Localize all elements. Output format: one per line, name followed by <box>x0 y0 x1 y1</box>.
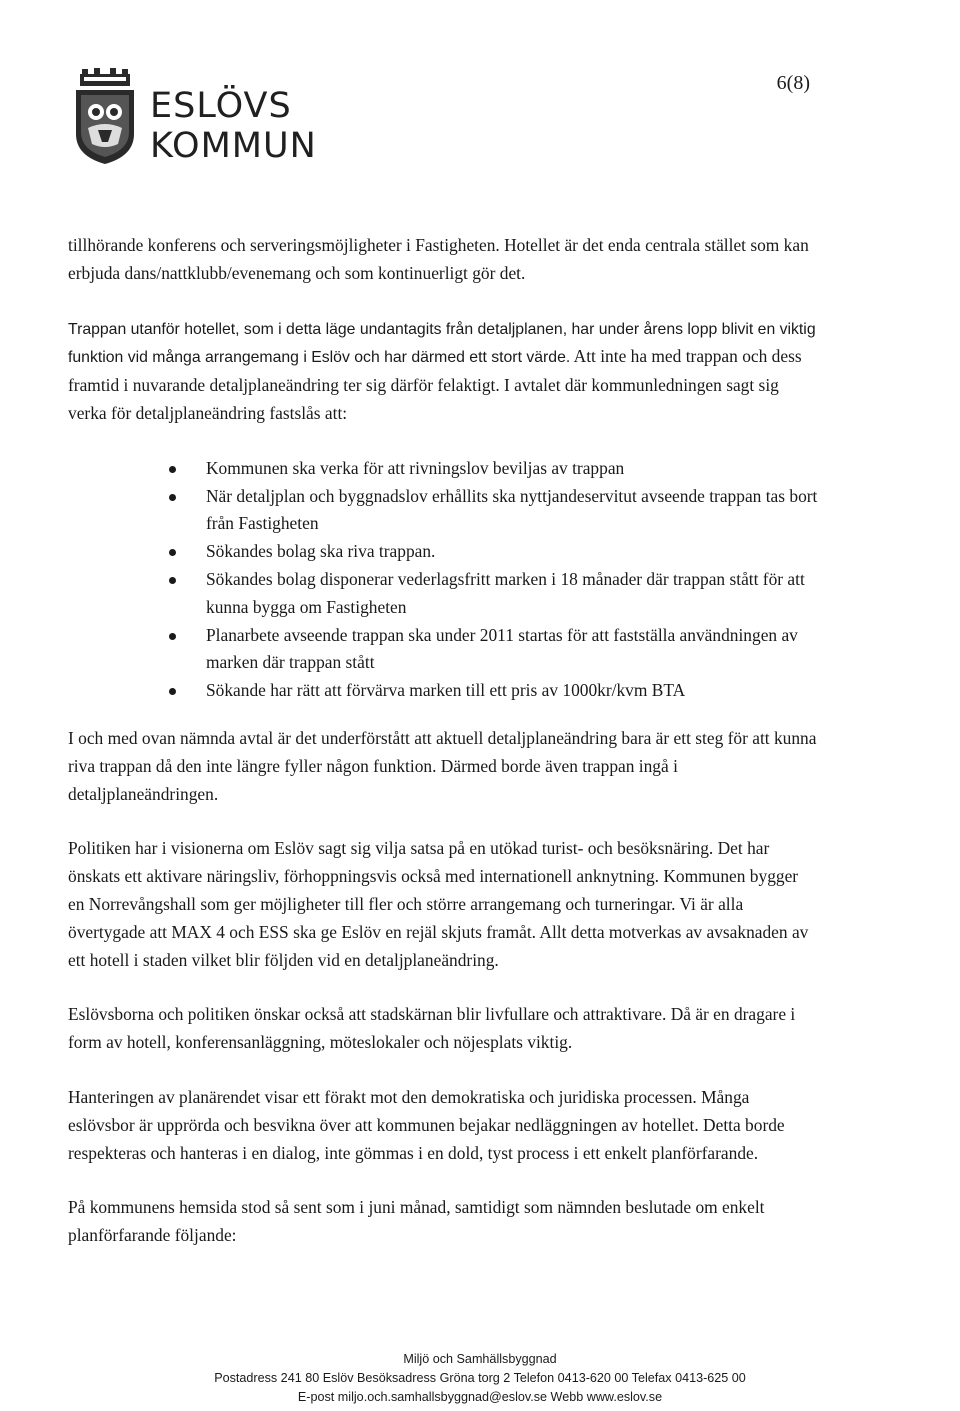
paragraph-3: I och med ovan nämnda avtal är det underförstått att aktuell detaljplaneändring bara är ett steg för att kunna riva trappan då den inte längre fyller någon funktion. Därmed borde även trappan ingå i detaljplaneändringen. <box>68 727 817 804</box>
agreement-bullet-list <box>68 455 818 705</box>
footer-contact: E-post miljo.och.samhallsbyggnad@eslov.se Webb www.eslov.se <box>297 1390 663 1404</box>
logo-line-1: ESLÖVS <box>150 86 292 126</box>
bullet-item: Sökande har rätt att förvärva marken till ett pris av 1000kr/kvm BTA <box>68 677 818 705</box>
paragraph-5: Eslövsborna och politiken önskar också att stadskärnan blir livfullare och attraktivare. Då är en dragare i form av hotell, konferensanläggning, möteslokaler och nöjesplats viktig. <box>68 1004 796 1053</box>
paragraph-2-part-1: Trappan utanför hotellet, som i detta läge undantagits från detaljplanen, har under årens lopp blivit en viktig funktion vid många arrangemang i Eslöv och har därmed ett stort värde. <box>68 320 816 367</box>
municipality-logo-text <box>150 86 317 166</box>
letter-body <box>68 232 818 1277</box>
paragraph-4: Politiken har i visionerna om Eslöv sagt sig vilja satsa på en utökad turist- och besöksnäring. Det har önskats ett aktivare näringsliv, förhoppningsvis också med internationell anknytning. Kommunen bygger en Norrevångshall som ger möjligheter till fler och större arrangemang och turneringar. Vi är alla övertygade att MAX 4 och ESS ska ge Eslöv en rejäl skjuts framåt. Allt detta motverkas av avsaknaden av ett hotell i staden vilket blir följden vid en detaljplaneändring. <box>68 838 809 970</box>
paragraph-7: På kommunens hemsida stod så sent som i juni månad, samtidigt som nämnden beslutade om enkelt planförfarande följande: <box>68 1197 765 1246</box>
footer-address: Postadress 241 80 Eslöv Besöksadress Gröna torg 2 Telefon 0413-620 00 Telefax 0413-625 00 <box>214 1371 746 1385</box>
paragraph-6: Hanteringen av planärendet visar ett förakt mot den demokratiska och juridiska processen. Många eslövsbor är upprörda och besvikna över att kommunen bejakar nedläggningen av hotellet. Detta borde respekteras och hanteras i en dialog, inte gömmas i en dold, tyst process i ett enkelt planförfarande. <box>68 1086 785 1163</box>
bullet-item: Planarbete avseende trappan ska under 2011 startas för att fastställa användningen av marken där trappan stått <box>68 622 818 678</box>
page-number: 6(8) <box>776 72 810 94</box>
paragraph-2-part-2: Att inte ha med trappan och dess framtid i nuvarande detaljplaneändring ter sig därför felaktigt. I avtalet där kommunledningen sagt sig verka för detaljplaneändring fastslås att: <box>68 346 802 423</box>
bullet-item: När detaljplan och byggnadslov erhållits ska nyttjandeservitut avseende trappan tas bort från Fastigheten <box>68 483 818 539</box>
letter-footer <box>0 1350 960 1407</box>
bullet-item: Sökandes bolag ska riva trappan. <box>68 538 818 566</box>
footer-department: Miljö och Samhällsbyggnad <box>403 1352 557 1366</box>
eslov-coat-of-arms-icon <box>72 68 138 166</box>
letterhead <box>72 68 892 168</box>
bullet-item: Kommunen ska verka för att rivningslov beviljas av trappan <box>68 455 818 483</box>
bullet-item: Sökandes bolag disponerar vederlagsfritt marken i 18 månader där trappan stått för att kunna bygga om Fastigheten <box>68 566 818 622</box>
paragraph-1: tillhörande konferens och serveringsmöjligheter i Fastigheten. Hotellet är det enda centrala stället som kan erbjuda dans/nattklubb/evenemang och som kontinuerligt gör det. <box>68 235 809 283</box>
paragraph-2 <box>68 315 818 428</box>
logo-line-2: KOMMUN <box>150 126 317 166</box>
